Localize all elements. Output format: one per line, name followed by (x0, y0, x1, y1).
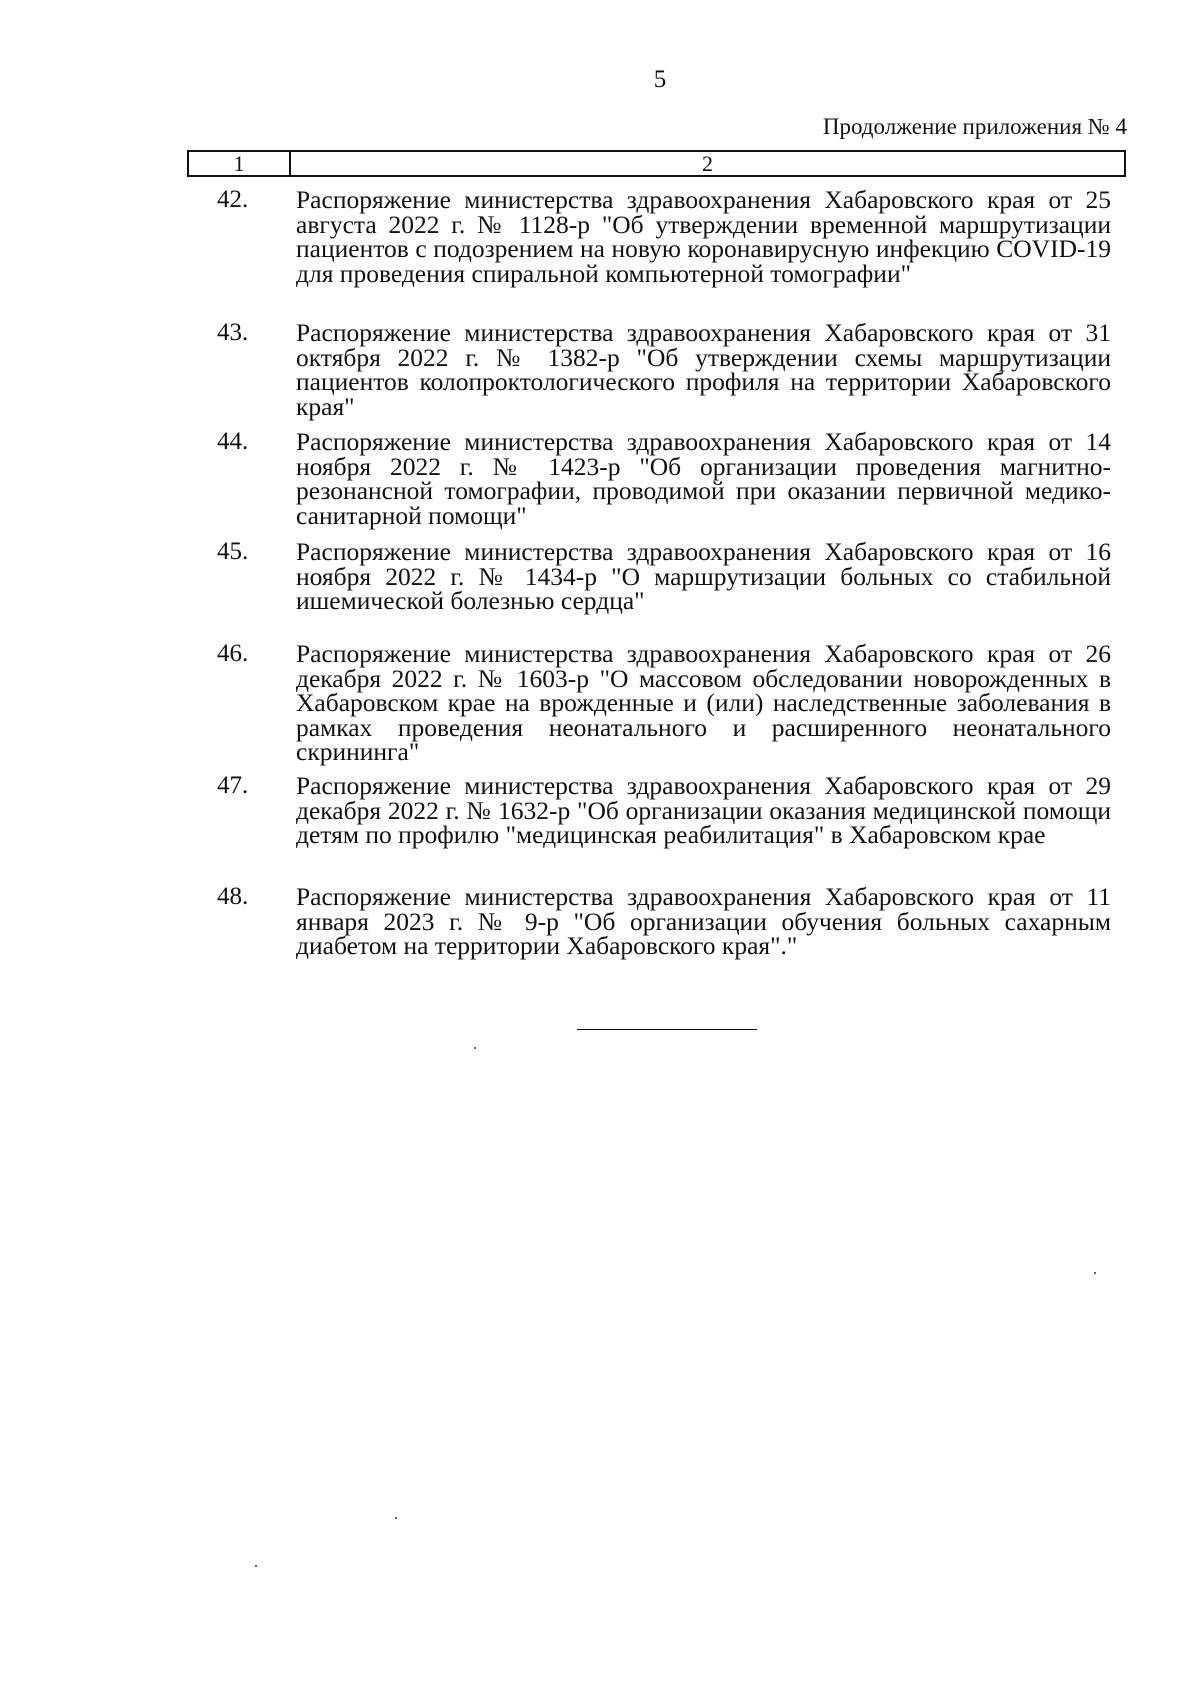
item-text: Распоряжение министерства здравоохранения Хабаровского края от 26 декабря 2022 г. № 1603-р "О массовом обследовании новорожденных в Хабаровском крае на врожденные и (или) наследственные заболевания в рамках проведения неонатального и расширенного неонатального скрининга" (296, 639, 1111, 766)
item-text: Распоряжение министерства здравоохранения Хабаровского края от 16 ноября 2022 г. № 1434-р "О маршрутизации больных со стабильной ишемической болезнью сердца" (296, 537, 1111, 615)
scan-speck (395, 1517, 397, 1519)
scan-speck (1094, 1272, 1096, 1274)
item-number: 43. (217, 319, 249, 346)
item-number: 42. (217, 186, 249, 213)
table-header (187, 150, 1126, 177)
continuation-label: Продолжение приложения № 4 (822, 114, 1127, 139)
header-column-1: 1 (189, 152, 291, 175)
scan-speck (474, 1047, 476, 1049)
item-number: 44. (217, 428, 249, 455)
page-number: 5 (653, 66, 667, 93)
item-text: Распоряжение министерства здравоохранения Хабаровского края от 31 октября 2022 г. № 1382-р "Об утверждении схемы маршрутизации пациентов колопроктологического профиля на территории Хабаровского края" (296, 318, 1111, 421)
scan-speck (255, 1565, 257, 1567)
item-number: 45. (217, 538, 249, 565)
item-number: 46. (217, 640, 249, 667)
item-text: Распоряжение министерства здравоохранения Хабаровского края от 25 августа 2022 г. № 1128-р "Об утверждении временной маршрутизации пациентов с подозрением на новую коронавирусную инфекцию COVID-19 для проведения спиральной компьютерной томографии" (296, 185, 1111, 288)
item-number: 48. (217, 883, 249, 910)
item-text: Распоряжение министерства здравоохранения Хабаровского края от 14 ноября 2022 г. № 1423-р "Об организации проведения магнитно-резонансной томографии, проводимой при оказании первичной медико-санитарной помощи" (296, 427, 1111, 530)
item-text: Распоряжение министерства здравоохранения Хабаровского края от 29 декабря 2022 г. № 1632-р "Об организации оказания медицинской помощи детям по профилю "медицинская реабилитация" в Хабаровском крае (296, 771, 1111, 849)
header-column-2: 2 (702, 151, 713, 176)
end-divider (577, 1029, 757, 1030)
item-number: 47. (217, 772, 249, 799)
item-text: Распоряжение министерства здравоохранения Хабаровского края от 11 января 2023 г. № 9-р "Об организации обучения больных сахарным диабетом на территории Хабаровского края"." (296, 882, 1111, 960)
